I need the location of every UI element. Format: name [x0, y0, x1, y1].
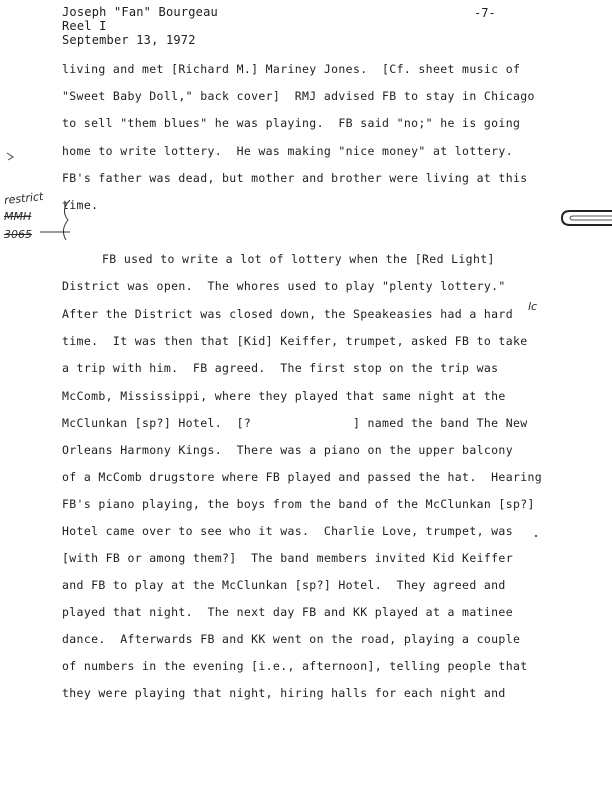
margin-note-code1: MMH: [4, 210, 32, 223]
text-line: time. It was then that [Kid] Keiffer, trumpet, asked FB to take: [62, 334, 528, 348]
text-line: played that night. The next day FB and KK played at a matinee: [62, 605, 513, 619]
text-line: "Sweet Baby Doll," back cover] RMJ advised FB to stay in Chicago: [62, 89, 535, 103]
text-line: McClunkan [sp?] Hotel. [? ] named the band The New: [62, 416, 528, 430]
header-reel: Reel I: [62, 19, 107, 33]
text-line: [with FB or among them?] The band members invited Kid Keiffer: [62, 551, 513, 565]
binder-clip-icon: [560, 206, 612, 230]
text-line: of numbers in the evening [i.e., afternoon], telling people that: [62, 659, 528, 673]
text-line: of a McComb drugstore where FB played and passed the hat. Hearing: [62, 470, 543, 484]
text-line: they were playing that night, hiring halls for each night and: [62, 686, 506, 700]
text-line: living and met [Richard M.] Mariney Jones. [Cf. sheet music of: [62, 62, 521, 76]
header-name: Joseph "Fan" Bourgeau: [62, 5, 218, 19]
text-line: dance. Afterwards FB and KK went on the road, playing a couple: [62, 632, 521, 646]
margin-note-restrict: restrict: [3, 189, 44, 208]
text-line: a trip with him. FB agreed. The first stop on the trip was: [62, 361, 499, 375]
margin-note-code2: 3065: [4, 228, 32, 241]
text-line: After the District was closed down, the Speakeasies had a hard: [62, 307, 513, 321]
text-line: home to write lottery. He was making "nice money" at lottery.: [62, 144, 513, 158]
text-line: to sell "them blues" he was playing. FB said "no;" he is going: [62, 116, 521, 130]
text-line: and FB to play at the McClunkan [sp?] Hotel. They agreed and: [62, 578, 506, 592]
speck-mark: [532, 532, 542, 542]
text-line: time.: [62, 198, 99, 212]
text-line: Orleans Harmony Kings. There was a piano on the upper balcony: [62, 443, 513, 457]
margin-note-lc: lc: [528, 300, 538, 313]
text-line: FB used to write a lot of lottery when the [Red Light]: [102, 252, 495, 266]
text-line: FB's piano playing, the boys from the band of the McClunkan [sp?]: [62, 497, 535, 511]
text-line: FB's father was dead, but mother and brother were living at this: [62, 171, 528, 185]
text-line: McComb, Mississippi, where they played that same night at the: [62, 389, 506, 403]
text-line: District was open. The whores used to play "plenty lottery.": [62, 279, 506, 293]
margin-bracket-mark: [0, 186, 120, 246]
text-line: Hotel came over to see who it was. Charlie Love, trumpet, was: [62, 524, 513, 538]
margin-tick-mark: [6, 150, 18, 162]
page-number: -7-: [474, 6, 496, 20]
header-date: September 13, 1972: [62, 33, 196, 47]
